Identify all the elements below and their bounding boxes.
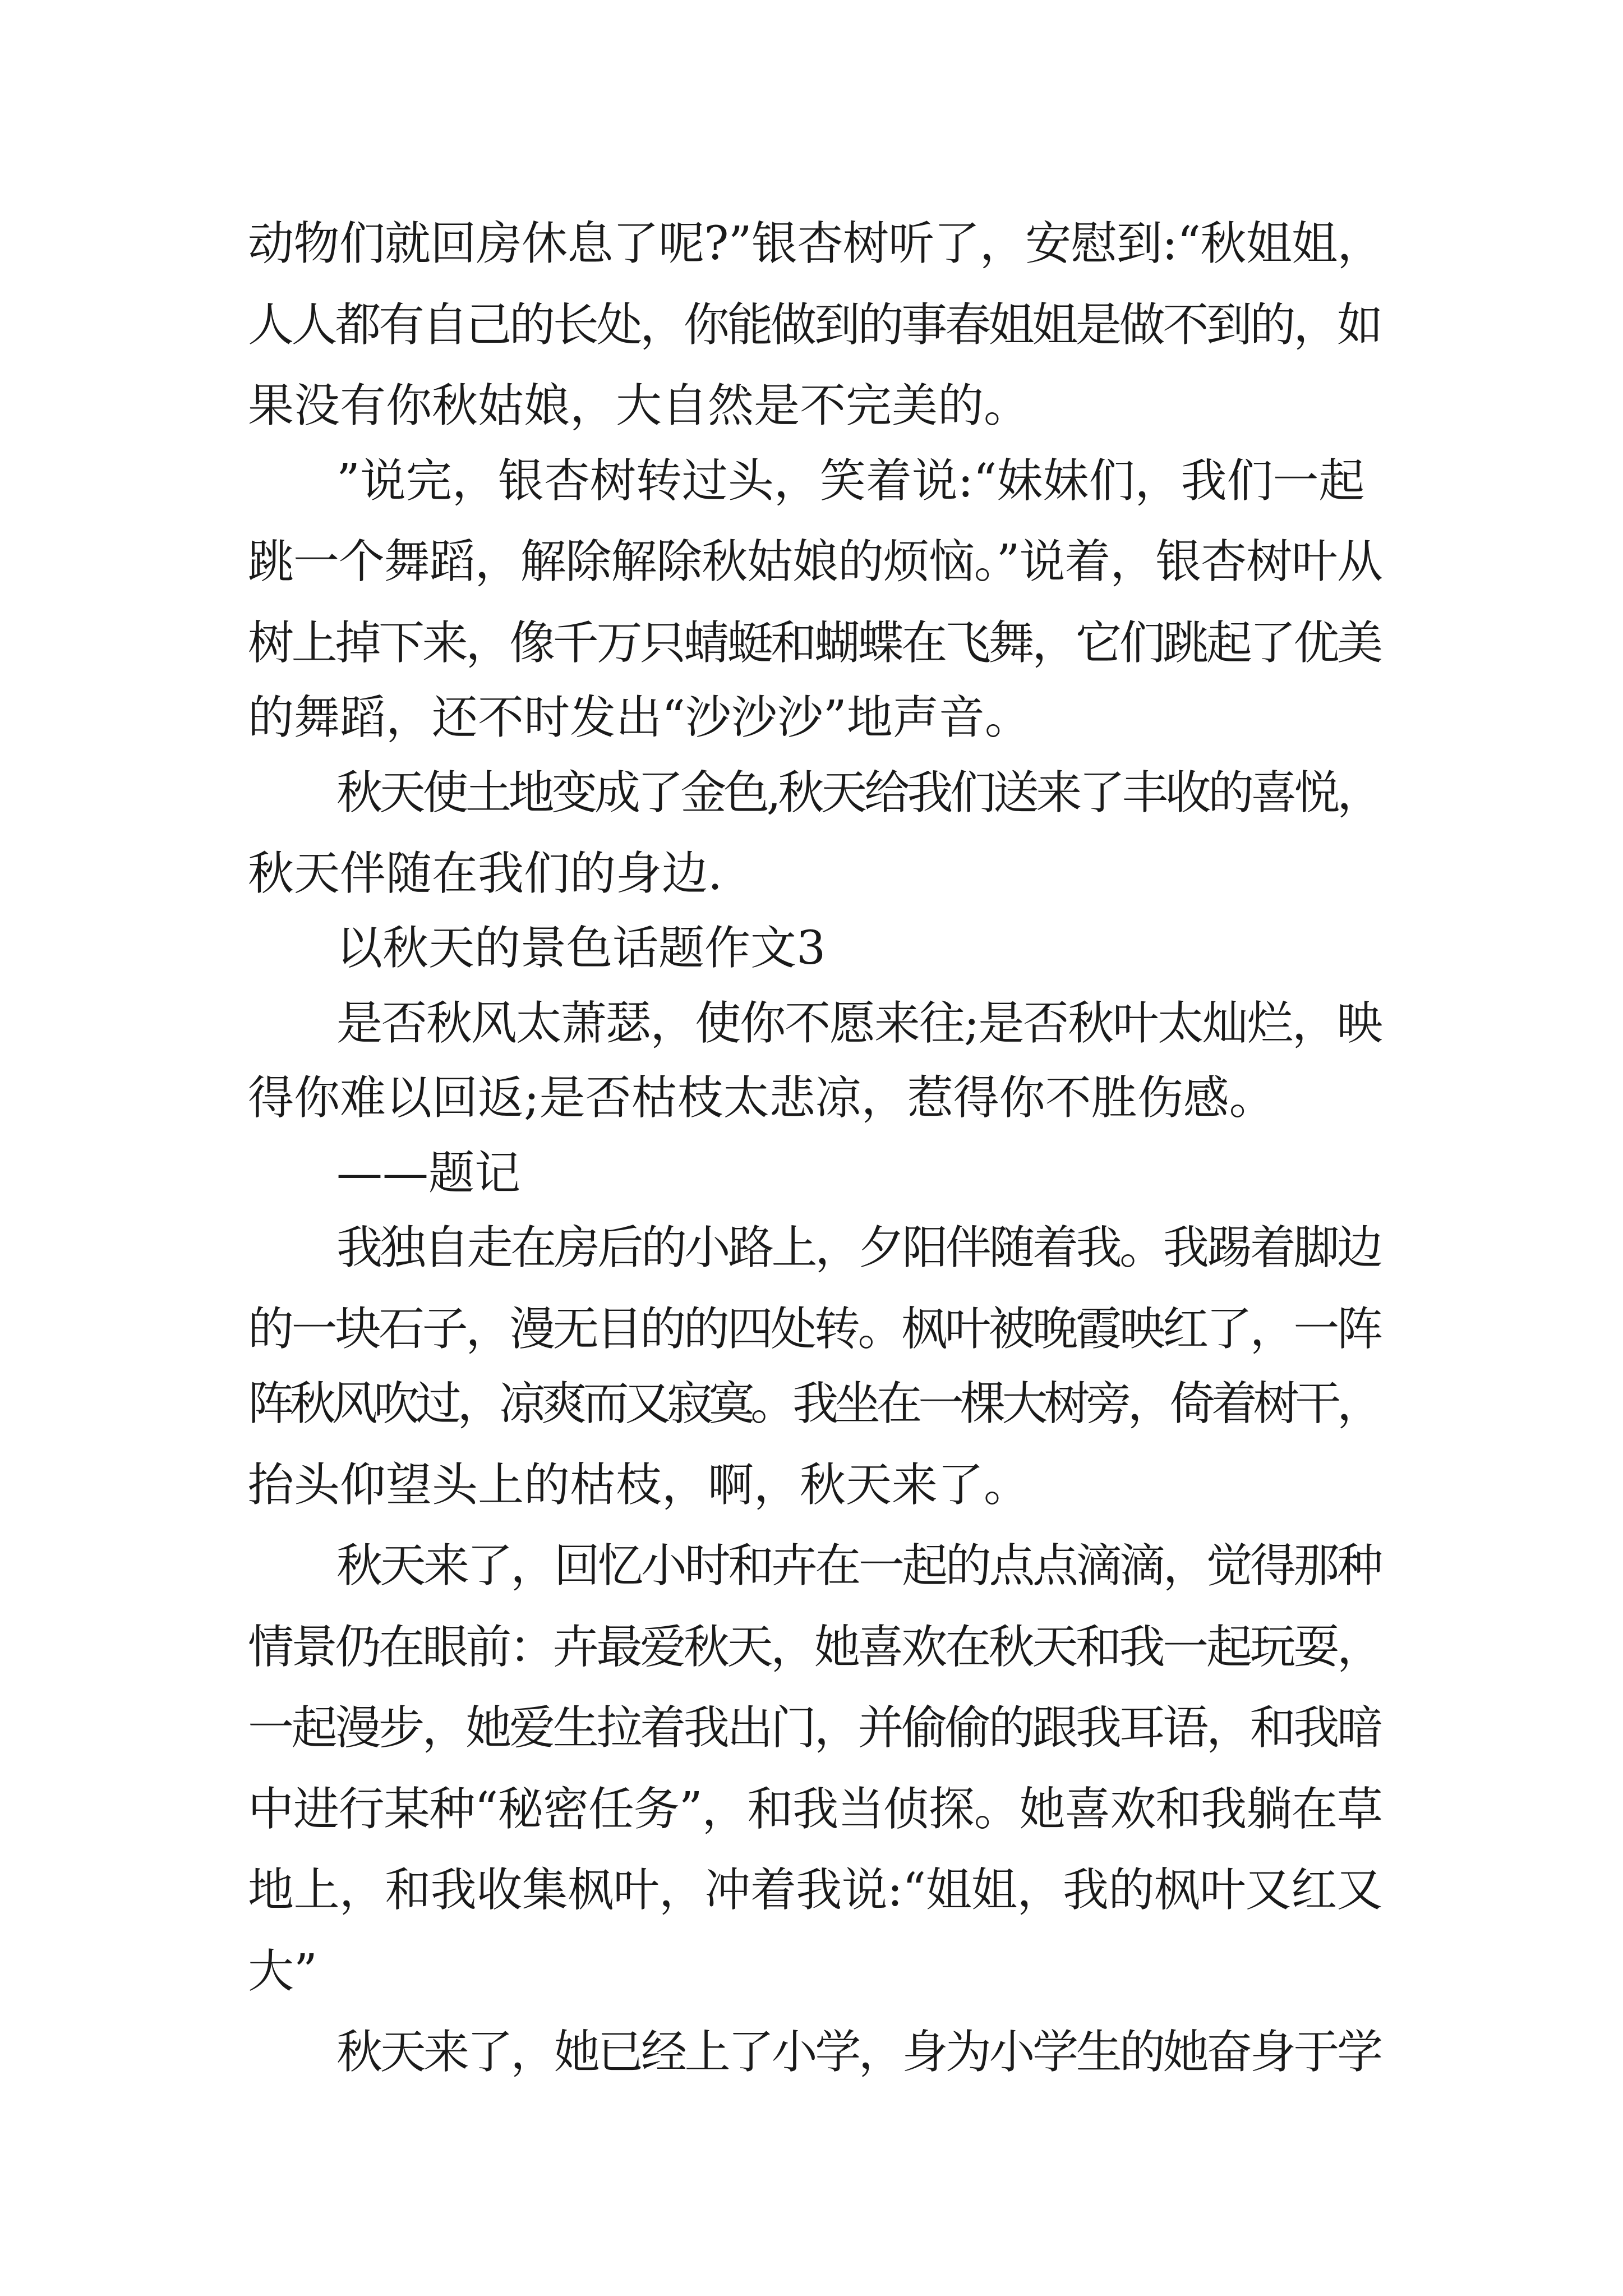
- text-line: 得你难以回返;是否枯枝太悲凉，惹得你不胜伤感。: [248, 1071, 1275, 1125]
- epigraph-label: ——题记: [336, 1147, 521, 1200]
- section-heading: 以秋天的景色话题作文3: [336, 922, 826, 975]
- text-line: ”说完，银杏树转过头，笑着说:“妹妹们，我们一起: [336, 454, 1365, 508]
- text-line: 情景仍在眼前：卉最爱秋天，她喜欢在秋天和我一起玩耍，: [248, 1621, 1381, 1674]
- text-line: 抬头仰望头上的枯枝，啊，秋天来了。: [248, 1458, 1030, 1512]
- text-line: 秋天使土地变成了金色,秋天给我们送来了丰收的喜悦，: [336, 766, 1380, 820]
- text-line: 秋天伴随在我们的身边.: [248, 847, 723, 900]
- text-line: 跳一个舞蹈，解除解除秋姑娘的烦恼。”说着，银杏树叶从: [248, 535, 1382, 588]
- text-line: 一起漫步，她爱生拉着我出门，并偷偷的跟我耳语，和我暗: [248, 1701, 1381, 1755]
- text-line: 阵秋风吹过，凉爽而又寂寞。我坐在一棵大树旁，倚着树干，: [248, 1377, 1379, 1430]
- text-line: 的舞蹈，还不时发出“沙沙沙”地声音。: [248, 691, 1031, 744]
- text-line: 秋天来了，回忆小时和卉在一起的点点滴滴，觉得那种: [336, 1539, 1381, 1593]
- text-line: 果没有你秋姑娘，大自然是不完美的。: [248, 379, 1030, 432]
- text-line: 人人都有自己的长处，你能做到的事春姐姐是做不到的，如: [248, 298, 1381, 352]
- text-line: 是否秋风太萧瑟，使你不愿来往;是否秋叶太灿烂，映: [336, 997, 1382, 1050]
- text-line: 我独自走在房后的小路上，夕阳伴随着我。我踢着脚边: [336, 1221, 1381, 1274]
- text-line: 动物们就回房休息了呢?”银杏树听了，安慰到:“秋姐姐，: [248, 217, 1383, 270]
- text-line: 树上掉下来，像千万只蜻蜓和蝴蝶在飞舞，它们跳起了优美: [248, 616, 1381, 670]
- text-line: 地上，和我收集枫叶，冲着我说:“姐姐，我的枫叶又红又: [248, 1864, 1382, 1917]
- text-line: 的一块石子，漫无目的的四处转。枫叶被晚霞映红了，一阵: [248, 1303, 1381, 1356]
- text-line: 中进行某种“秘密任务”，和我当侦探。她喜欢和我躺在草: [248, 1783, 1382, 1836]
- text-line: 秋天来了，她已经上了小学，身为小学生的她奋身于学: [336, 2026, 1381, 2079]
- text-line: 大”: [248, 1945, 317, 1998]
